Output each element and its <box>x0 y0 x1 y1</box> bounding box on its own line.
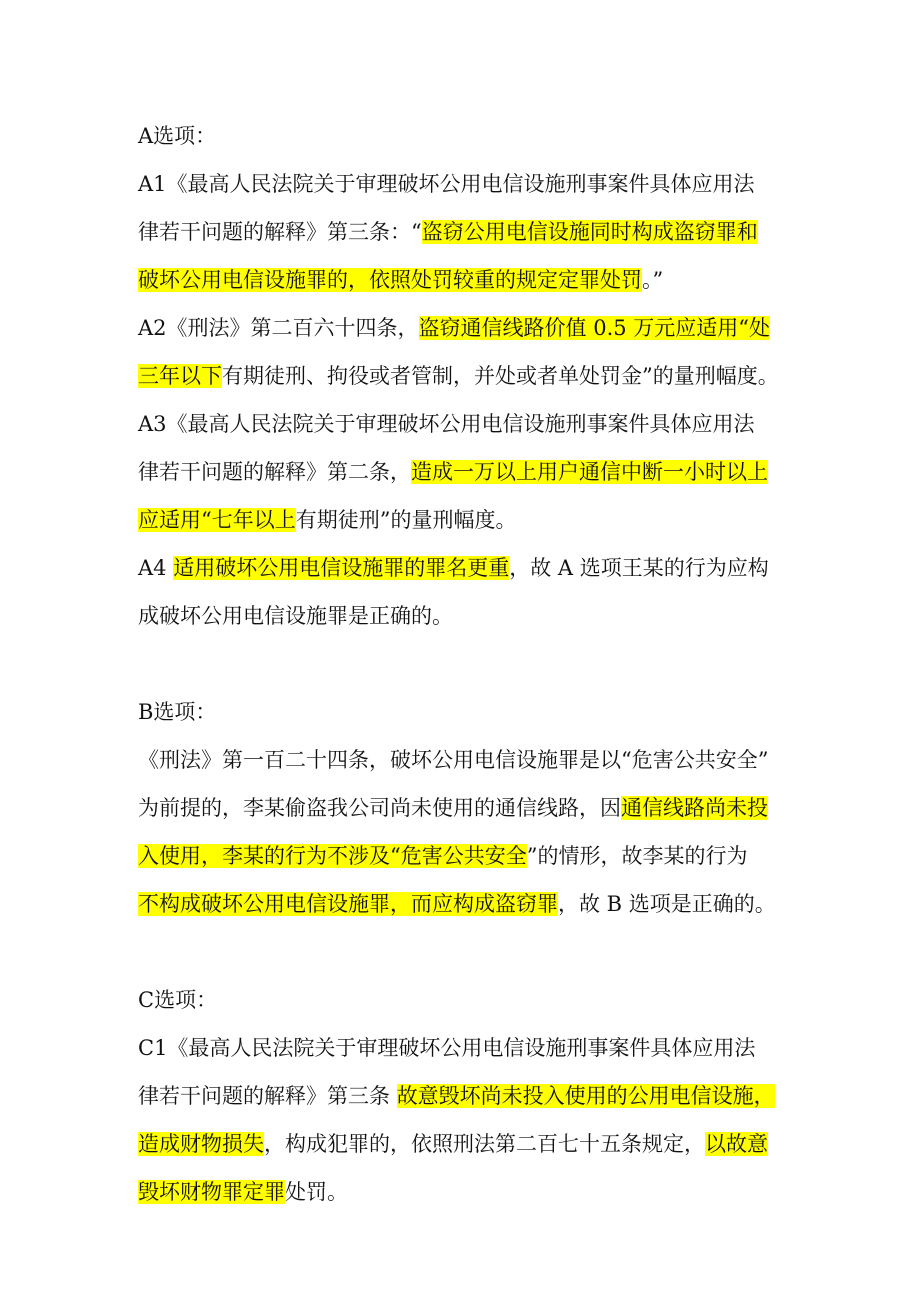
section-a-heading: A选项： <box>138 124 217 148</box>
highlighted-text: 故意毁坏尚未投入使用的公用电信设施， <box>396 1084 775 1108</box>
highlighted-text: 不构成破坏公用电信设施罪，而应构成盗窃罪 <box>138 892 558 916</box>
section-a-line-6 <box>138 400 788 448</box>
text-segment: 律若干问题的解释》第三条：“ <box>138 220 422 244</box>
section-a-line-8 <box>138 496 788 544</box>
section-c-heading: C选项： <box>138 988 218 1012</box>
section-a-line-3 <box>138 256 788 304</box>
highlighted-text: 毁坏财物罪定罪 <box>138 1180 285 1204</box>
highlighted-text: 适用破坏公用电信设施罪的罪名更重 <box>173 556 510 580</box>
highlighted-text: 三年以下 <box>138 364 222 388</box>
highlighted-text: 盗窃通信线路价值 0.5 万元应适用“处 <box>418 316 771 340</box>
highlighted-text: 应适用“七年以上 <box>138 508 296 532</box>
text-segment: C1《最高人民法院关于审理破坏公用电信设施刑事案件具体应用法 <box>138 1036 756 1060</box>
highlighted-text: 造成财物损失 <box>138 1132 264 1156</box>
section-a-line-10 <box>138 592 788 640</box>
section-b-heading: B选项： <box>138 700 217 724</box>
section-c-line-4 <box>138 1168 788 1216</box>
text-segment: A3《最高人民法院关于审理破坏公用电信设施刑事案件具体应用法 <box>138 412 755 436</box>
highlighted-text: 盗窃公用电信设施同时构成盗窃罪和 <box>421 220 758 244</box>
section-spacer <box>138 640 788 688</box>
text-segment: A4 <box>138 556 174 580</box>
text-segment: ，故 A 选项王某的行为应构 <box>509 556 769 580</box>
section-a-line-5 <box>138 352 788 400</box>
highlighted-text: 造成一万以上用户通信中断一小时以上 <box>411 460 768 484</box>
section-spacer <box>138 928 788 976</box>
section-b-line-3 <box>138 832 788 880</box>
text-segment: 有期徒刑、拘役或者管制，并处或者单处罚金”的量刑幅度。 <box>222 364 779 388</box>
section-a-line-1 <box>138 160 788 208</box>
text-segment: 有期徒刑”的量刑幅度。 <box>295 508 517 532</box>
section-c-line-1 <box>138 1024 788 1072</box>
text-segment: 。” <box>642 268 664 292</box>
section-a-line-4 <box>138 304 788 352</box>
highlighted-text: 破坏公用电信设施罪的，依照处罚较重的规定定罪处罚 <box>138 268 642 292</box>
text-segment: A2《刑法》第二百六十四条， <box>138 316 419 340</box>
document-page <box>138 112 788 1216</box>
section-a-line-7 <box>138 448 788 496</box>
text-segment: 律若干问题的解释》第三条 <box>138 1084 397 1108</box>
section-c-line-2 <box>138 1072 788 1120</box>
text-segment: ，故 B 选项是正确的。 <box>558 892 776 916</box>
text-segment: 成破坏公用电信设施罪是正确的。 <box>138 604 453 628</box>
text-segment: ，构成犯罪的，依照刑法第二百七十五条规定， <box>264 1132 705 1156</box>
section-a-line-2 <box>138 208 788 256</box>
section-a-line-9 <box>138 544 788 592</box>
section-b-line-2 <box>138 784 788 832</box>
text-segment: 《刑法》第一百二十四条，破坏公用电信设施罪是以“危害公共安全” <box>138 748 769 772</box>
text-segment: ”的情形，故李某的行为 <box>526 844 748 868</box>
text-segment: 律若干问题的解释》第二条， <box>138 460 411 484</box>
section-b-line-1 <box>138 736 788 784</box>
text-segment: 处罚。 <box>285 1180 348 1204</box>
highlighted-text: 通信线路尚未投 <box>621 796 768 820</box>
section-b-line-4 <box>138 880 788 928</box>
text-segment: 为前提的，李某偷盗我公司尚未使用的通信线路，因 <box>138 796 621 820</box>
section-c-line-3 <box>138 1120 788 1168</box>
highlighted-text: 以故意 <box>705 1132 768 1156</box>
text-segment: A1《最高人民法院关于审理破坏公用电信设施刑事案件具体应用法 <box>138 172 755 196</box>
highlighted-text: 入使用，李某的行为不涉及“危害公共安全 <box>138 844 527 868</box>
